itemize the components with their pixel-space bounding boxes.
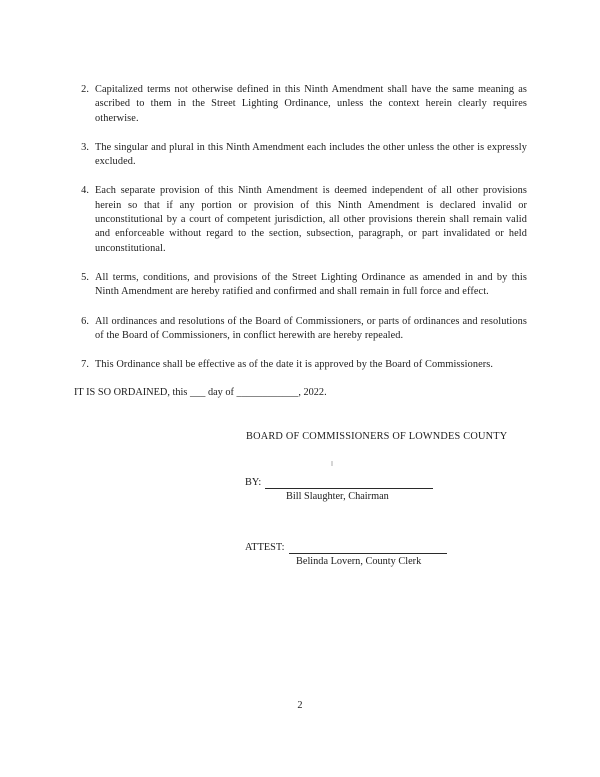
by-label: BY:: [245, 477, 262, 488]
signature-block-heading: BOARD OF COMMISSIONERS OF LOWNDES COUNTY: [246, 431, 508, 442]
clause-number: 4.: [81, 185, 89, 197]
clause-item: [74, 141, 527, 170]
clerk-signature-block: [245, 541, 447, 568]
clause-number: 2.: [81, 84, 89, 95]
clause-item: [74, 315, 527, 344]
numbered-clause-list: [74, 83, 527, 372]
clause-item: [74, 83, 527, 126]
clerk-signature-row: [245, 541, 447, 554]
clause-text: All ordinances and resolutions of the Board of Commissioners, or parts of ordinances and resolutions of the Board of Commissioners, in conflict herewith are hereby repealed.: [95, 315, 527, 341]
chairman-signature-row: [245, 476, 433, 489]
attest-label: ATTEST:: [245, 542, 285, 553]
clause-text: All terms, conditions, and provisions of the Street Lighting Ordinance as amended in and by this Ninth Amendment are hereby ratified and confirmed and shall remain in full force and effect.: [95, 271, 527, 298]
clause-text: The singular and plural in this Ninth Amendment each includes the other unless the other is expressly excluded.: [95, 141, 527, 168]
clause-number: 6.: [81, 315, 89, 327]
clause-item: [74, 358, 527, 372]
scan-artifact-speck: [331, 461, 333, 466]
clause-text: This Ordinance shall be effective as of the date it is approved by the Board of Commissioners.: [95, 359, 494, 371]
clause-text: Capitalized terms not otherwise defined in this Ninth Amendment shall have the same meaning as ascribed to them in the Street Lighting Ordinance, unless the context herein clearly requires otherwise.: [95, 84, 527, 124]
clerk-name: Belinda Lovern, County Clerk: [296, 556, 422, 567]
clause-number: 3.: [81, 141, 89, 153]
clerk-signature-line: [289, 542, 447, 554]
page-number: 2: [297, 700, 303, 711]
chairman-name: Bill Slaughter, Chairman: [286, 491, 389, 502]
clause-number: 7.: [81, 359, 89, 371]
ordained-statement: IT IS SO ORDAINED, this ___ day of ____________, 2022.: [74, 387, 327, 398]
clause-number: 5.: [81, 271, 89, 283]
clause-item: [74, 184, 527, 255]
chairman-signature-line: [265, 477, 433, 489]
clause-item: [74, 271, 527, 300]
chairman-signature-block: [245, 476, 433, 503]
clause-text: Each separate provision of this Ninth Amendment is deemed independent of all other provisions herein so that if any portion or provision of this Ninth Amendment is declared invalid or unconstitutional by a court of competent jurisdiction, all other provisions therein shall remain valid and enforceable without regard to the section, subsection, paragraph, or part invalidated or held unconstitutional.: [95, 185, 527, 254]
